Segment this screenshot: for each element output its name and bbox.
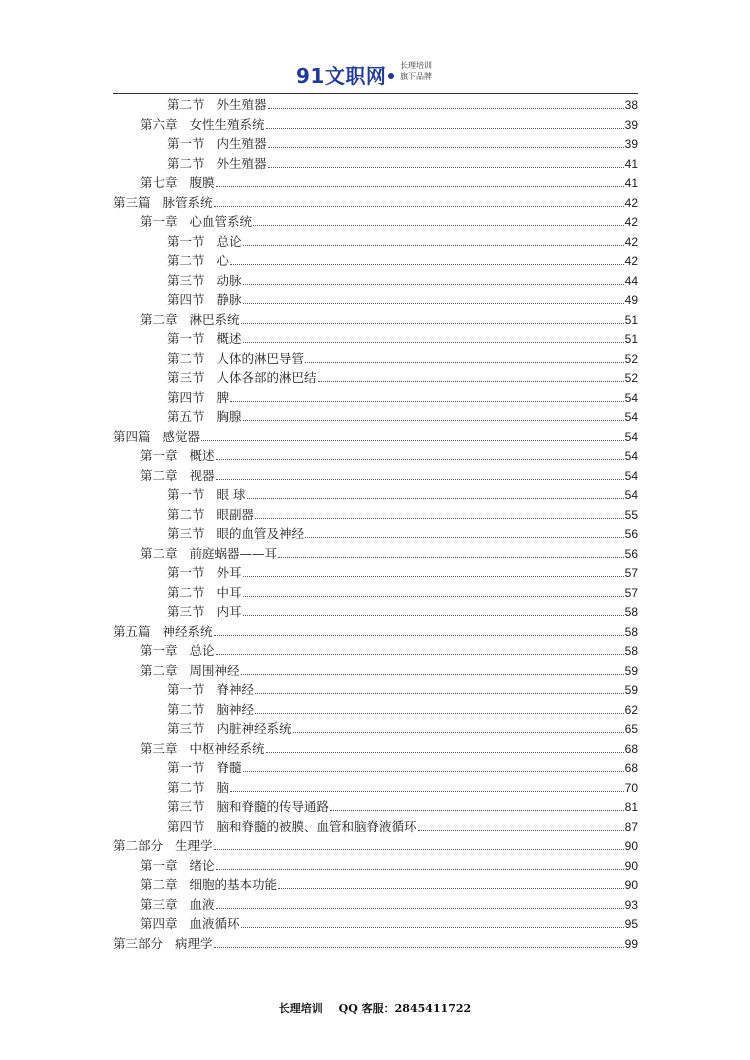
toc-entry-title: 人体各部的淋巴结 — [216, 370, 317, 385]
toc-entry[interactable] — [113, 505, 638, 525]
toc-entry[interactable] — [113, 544, 638, 564]
toc-dot-leader — [243, 419, 624, 421]
toc-dot-leader — [243, 283, 624, 285]
toc-entry-title: 血液循环 — [189, 916, 240, 931]
toc-entry-prefix: 第六章 — [140, 116, 178, 132]
toc-entry-title: 眼的血管及神经 — [216, 526, 305, 541]
toc-entry-prefix: 第二节 — [167, 584, 205, 600]
toc-entry-title: 视器 — [189, 467, 215, 483]
toc-entry-title: 脑神经 — [216, 701, 255, 717]
toc-entry-title: 腹膜 — [189, 175, 215, 190]
toc-entry[interactable] — [113, 817, 638, 837]
toc-entry[interactable] — [113, 778, 638, 798]
toc-entry-page: 54 — [624, 410, 638, 424]
toc-entry-prefix: 第三部分 — [113, 935, 164, 951]
toc-dot-leader — [230, 263, 624, 265]
footer-brand: 长理培训 — [278, 1002, 323, 1015]
toc-entry-page: 39 — [624, 137, 638, 151]
toc-entry-prefix: 第三章 — [140, 896, 178, 912]
toc-entry-prefix: 第二节 — [167, 779, 205, 795]
toc-entry-title: 细胞的基本功能 — [189, 877, 278, 892]
toc-entry-page: 44 — [624, 273, 638, 288]
toc-entry-title: 前庭蜗器——耳 — [189, 545, 278, 561]
toc-entry-prefix: 第四篇 — [113, 428, 151, 444]
toc-entry-page: 59 — [624, 663, 638, 678]
toc-entry-page: 99 — [624, 936, 638, 951]
toc-entry-title: 脊髓 — [216, 760, 242, 775]
toc-entry-prefix: 第一章 — [140, 448, 178, 463]
toc-entry[interactable] — [113, 856, 638, 876]
toc-entry-prefix: 第一节 — [167, 233, 205, 249]
toc-entry[interactable] — [113, 251, 638, 271]
toc-dot-leader — [214, 946, 624, 948]
toc-entry-title: 淋巴系统 — [189, 311, 240, 327]
toc-entry-title: 中耳 — [216, 584, 242, 600]
toc-entry[interactable] — [113, 115, 638, 135]
toc-entry-page: 54 — [624, 429, 638, 444]
toc-entry-title: 脑和脊髓的传导通路 — [216, 799, 330, 814]
toc-dot-leader — [247, 497, 624, 499]
logo-tagline-line1: 长理培训 — [400, 61, 432, 70]
toc-entry-page: 54 — [624, 468, 638, 483]
toc-entry-prefix: 第二章 — [140, 467, 178, 483]
toc-dot-leader — [216, 653, 624, 655]
toc-entry-title: 概述 — [189, 448, 215, 463]
toc-entry-page: 55 — [624, 507, 638, 522]
toc-entry-title: 心血管系统 — [189, 214, 253, 229]
toc-dot-leader — [216, 478, 624, 480]
toc-entry-prefix: 第三节 — [167, 272, 205, 288]
toc-entry[interactable] — [113, 836, 638, 856]
toc-entry[interactable] — [113, 407, 638, 427]
toc-entry-prefix: 第三节 — [167, 721, 205, 736]
toc-entry-title: 概述 — [216, 331, 242, 346]
toc-entry[interactable] — [113, 524, 638, 544]
toc-entry-title: 眼 球 — [216, 487, 246, 502]
toc-entry-prefix: 第一节 — [167, 565, 205, 580]
page-footer — [0, 1000, 750, 1016]
toc-entry[interactable] — [113, 173, 638, 193]
toc-entry-page: 54 — [624, 488, 638, 502]
toc-entry-title: 外生殖器 — [216, 97, 267, 112]
toc-entry-prefix: 第二章 — [140, 877, 178, 892]
page-header — [0, 58, 750, 88]
toc-entry[interactable] — [113, 329, 638, 349]
toc-entry-page: 42 — [624, 254, 638, 268]
toc-entry-prefix: 第五篇 — [113, 623, 151, 639]
toc-entry-page: 56 — [624, 527, 638, 541]
toc-dot-leader — [243, 614, 624, 616]
toc-entry-prefix: 第二节 — [167, 506, 205, 522]
toc-dot-leader — [216, 868, 624, 870]
toc-entry-prefix: 第五节 — [167, 409, 205, 424]
toc-dot-leader — [318, 380, 624, 382]
logo-dot-icon — [388, 73, 394, 79]
toc-entry-page: 41 — [624, 156, 638, 171]
toc-entry[interactable] — [113, 563, 638, 583]
toc-entry-page: 81 — [624, 800, 638, 814]
toc-entry-title: 生理学 — [175, 838, 213, 853]
toc-entry[interactable] — [113, 368, 638, 388]
toc-entry[interactable] — [113, 797, 638, 817]
toc-entry-page: 68 — [624, 741, 638, 756]
toc-entry-prefix: 第三节 — [167, 604, 205, 619]
toc-entry-page: 90 — [624, 839, 638, 853]
toc-entry-title: 胸腺 — [216, 409, 242, 424]
toc-entry-page: 54 — [624, 390, 638, 405]
toc-entry-title: 脑和脊髓的被膜、血管和脑脊液循环 — [216, 818, 417, 834]
toc-dot-leader — [201, 439, 624, 441]
toc-entry-title: 女性生殖系统 — [189, 116, 265, 132]
toc-entry-page: 58 — [624, 644, 638, 658]
toc-entry-prefix: 第七章 — [140, 175, 178, 190]
toc-entry-prefix: 第二节 — [167, 701, 205, 717]
toc-entry[interactable] — [113, 680, 638, 700]
toc-entry-title: 脊神经 — [216, 682, 255, 697]
toc-entry[interactable] — [113, 232, 638, 252]
toc-entry-page: 93 — [624, 897, 638, 912]
toc-entry[interactable] — [113, 895, 638, 915]
table-of-contents — [113, 95, 638, 953]
toc-dot-leader — [266, 127, 624, 129]
toc-entry-page: 42 — [624, 195, 638, 210]
toc-entry-title: 脾 — [216, 389, 230, 405]
toc-entry-page: 38 — [624, 98, 638, 112]
toc-dot-leader — [268, 166, 624, 168]
toc-entry[interactable] — [113, 95, 638, 115]
toc-entry-title: 外生殖器 — [216, 155, 267, 171]
toc-entry-page: 58 — [624, 624, 638, 639]
toc-entry[interactable] — [113, 641, 638, 661]
toc-dot-leader — [255, 517, 624, 519]
toc-entry-title: 静脉 — [216, 292, 242, 307]
toc-dot-leader — [243, 595, 624, 597]
toc-entry[interactable] — [113, 622, 638, 642]
toc-dot-leader — [243, 575, 624, 577]
toc-dot-leader — [293, 731, 624, 733]
toc-entry[interactable] — [113, 427, 638, 447]
toc-entry-page: 49 — [624, 293, 638, 307]
toc-entry-page: 58 — [624, 605, 638, 619]
toc-entry-page: 56 — [624, 546, 638, 561]
toc-entry[interactable] — [113, 388, 638, 408]
toc-entry[interactable] — [113, 446, 638, 466]
toc-entry[interactable] — [113, 212, 638, 232]
toc-entry[interactable] — [113, 485, 638, 505]
toc-dot-leader — [243, 244, 624, 246]
toc-entry-title: 总论 — [189, 643, 215, 658]
toc-entry-page: 42 — [624, 215, 638, 229]
toc-dot-leader — [230, 790, 624, 792]
toc-entry-prefix: 第三篇 — [113, 194, 151, 210]
toc-entry[interactable] — [113, 661, 638, 681]
toc-entry-prefix: 第二节 — [167, 155, 205, 171]
toc-entry-prefix: 第二部分 — [113, 838, 164, 853]
toc-entry-page: 65 — [624, 722, 638, 736]
toc-entry-title: 眼副器 — [216, 506, 255, 522]
toc-entry-page: 51 — [624, 312, 638, 327]
toc-entry-prefix: 第二章 — [140, 662, 178, 678]
toc-entry-prefix: 第一章 — [140, 643, 178, 658]
toc-entry[interactable] — [113, 934, 638, 954]
toc-entry-page: 70 — [624, 780, 638, 795]
toc-entry-page: 42 — [624, 234, 638, 249]
toc-entry-page: 62 — [624, 702, 638, 717]
toc-entry[interactable] — [113, 602, 638, 622]
toc-entry-prefix: 第一节 — [167, 760, 205, 775]
toc-dot-leader — [214, 848, 624, 850]
toc-entry-prefix: 第一节 — [167, 487, 205, 502]
toc-entry-title: 中枢神经系统 — [189, 740, 265, 756]
toc-entry-title: 脉管系统 — [162, 194, 213, 210]
footer-contact: QQ 客服：2845411722 — [338, 1002, 472, 1015]
toc-entry[interactable] — [113, 193, 638, 213]
toc-entry-title: 绪论 — [189, 857, 215, 873]
toc-entry-prefix: 第三节 — [167, 526, 205, 541]
toc-entry-page: 57 — [624, 566, 638, 580]
toc-entry-prefix: 第一章 — [140, 214, 178, 229]
toc-entry-title: 人体的淋巴导管 — [216, 350, 305, 366]
toc-entry-title: 外耳 — [216, 565, 242, 580]
toc-entry-title: 心 — [216, 253, 230, 268]
header-divider — [113, 93, 638, 94]
toc-dot-leader — [253, 224, 624, 226]
toc-entry-prefix: 第四节 — [167, 389, 205, 405]
toc-entry-title: 总论 — [216, 233, 242, 249]
toc-dot-leader — [266, 751, 624, 753]
toc-entry-title: 脑 — [216, 779, 230, 795]
toc-dot-leader — [278, 887, 624, 889]
toc-entry-prefix: 第三节 — [167, 370, 205, 385]
toc-entry[interactable] — [113, 719, 638, 739]
toc-entry-title: 感觉器 — [162, 428, 201, 444]
toc-entry-page: 90 — [624, 878, 638, 892]
toc-entry-prefix: 第一章 — [140, 857, 178, 873]
toc-entry-page: 51 — [624, 332, 638, 346]
toc-entry-page: 57 — [624, 585, 638, 600]
toc-dot-leader — [243, 341, 624, 343]
toc-entry-prefix: 第三章 — [140, 740, 178, 756]
toc-entry-title: 神经系统 — [162, 623, 213, 639]
toc-entry-title: 周围神经 — [189, 662, 240, 678]
toc-entry[interactable] — [113, 290, 638, 310]
toc-dot-leader — [214, 205, 624, 207]
toc-entry[interactable] — [113, 700, 638, 720]
toc-entry-prefix: 第四节 — [167, 818, 205, 834]
toc-dot-leader — [330, 809, 624, 811]
toc-entry-page: 39 — [624, 117, 638, 132]
toc-entry[interactable] — [113, 154, 638, 174]
toc-dot-leader — [216, 458, 624, 460]
toc-entry-prefix: 第一节 — [167, 136, 205, 151]
toc-entry-prefix: 第二节 — [167, 350, 205, 366]
toc-dot-leader — [241, 322, 624, 324]
toc-entry-prefix: 第一节 — [167, 331, 205, 346]
toc-entry[interactable] — [113, 739, 638, 759]
toc-dot-leader — [216, 907, 624, 909]
toc-dot-leader — [214, 634, 624, 636]
toc-entry-title: 内耳 — [216, 604, 242, 619]
toc-entry-prefix: 第二节 — [167, 97, 205, 112]
toc-dot-leader — [268, 107, 624, 109]
toc-entry-prefix: 第三节 — [167, 799, 205, 814]
toc-entry-title: 血液 — [189, 896, 215, 912]
toc-entry-prefix: 第二章 — [140, 311, 178, 327]
toc-entry[interactable] — [113, 134, 638, 154]
toc-dot-leader — [243, 302, 624, 304]
toc-dot-leader — [305, 361, 624, 363]
toc-entry-title: 动脉 — [216, 272, 242, 288]
toc-entry[interactable] — [113, 583, 638, 603]
toc-dot-leader — [230, 400, 624, 402]
logo-tagline-line2: 旗下品牌 — [400, 72, 432, 81]
toc-entry-page: 59 — [624, 683, 638, 697]
toc-dot-leader — [278, 556, 624, 558]
toc-entry[interactable] — [113, 310, 638, 330]
toc-entry-page: 95 — [624, 917, 638, 931]
toc-entry-page: 52 — [624, 351, 638, 366]
toc-entry-page: 90 — [624, 858, 638, 873]
toc-entry-prefix: 第二节 — [167, 253, 205, 268]
toc-entry[interactable] — [113, 914, 638, 934]
toc-dot-leader — [241, 926, 624, 928]
toc-entry-title: 内生殖器 — [216, 136, 267, 151]
toc-entry[interactable] — [113, 271, 638, 291]
toc-entry[interactable] — [113, 466, 638, 486]
toc-entry-page: 54 — [624, 449, 638, 463]
toc-dot-leader — [268, 146, 624, 148]
toc-entry-prefix: 第四章 — [140, 916, 178, 931]
toc-dot-leader — [305, 536, 624, 538]
toc-dot-leader — [418, 829, 624, 831]
toc-entry-prefix: 第四节 — [167, 292, 205, 307]
toc-entry[interactable] — [113, 349, 638, 369]
toc-entry-title: 内脏神经系统 — [216, 721, 292, 736]
toc-entry-page: 68 — [624, 761, 638, 775]
toc-dot-leader — [216, 185, 624, 187]
toc-entry-prefix: 第二章 — [140, 545, 178, 561]
toc-entry-page: 87 — [624, 819, 638, 834]
toc-entry[interactable] — [113, 758, 638, 778]
toc-dot-leader — [243, 770, 624, 772]
toc-entry-page: 52 — [624, 371, 638, 385]
toc-dot-leader — [241, 673, 624, 675]
toc-dot-leader — [255, 692, 624, 694]
site-logo: 91文职网 — [296, 64, 387, 88]
toc-dot-leader — [255, 712, 624, 714]
toc-entry-title: 病理学 — [175, 935, 213, 951]
toc-entry-page: 41 — [624, 176, 638, 190]
toc-entry[interactable] — [113, 875, 638, 895]
toc-entry-prefix: 第一节 — [167, 682, 205, 697]
